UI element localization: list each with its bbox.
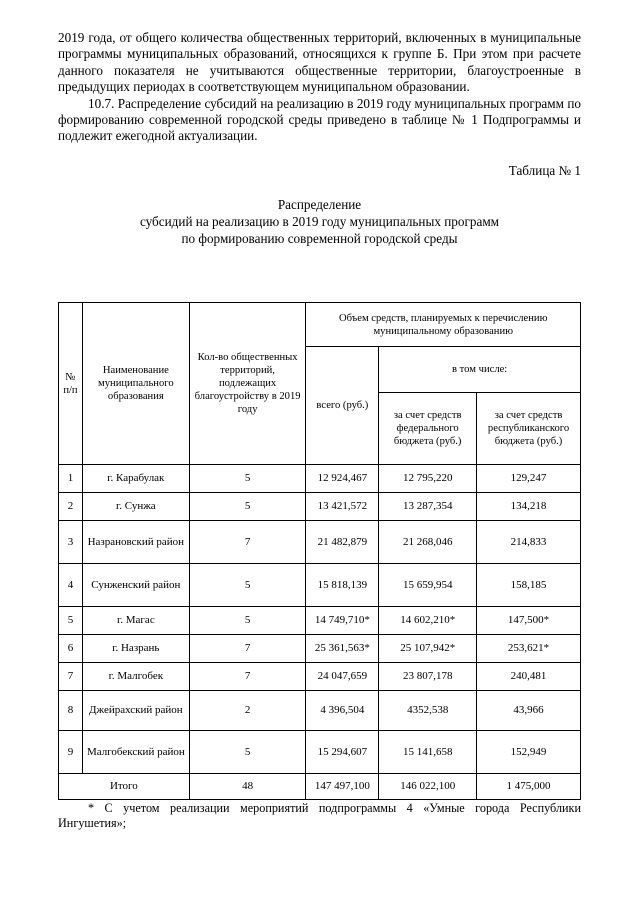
table-row [59,564,581,607]
subsidy-table [58,302,581,800]
table-heading [58,196,581,247]
cell-republic: 240,481 [477,663,581,691]
cell-republic: 129,247 [477,465,581,493]
table-row [59,607,581,635]
paragraph-continuation: 2019 года, от общего количества общественных территорий, включенных в муниципальные программы муниципальных образований, относящихся к группе Б. При этом при расчете данного показателя не учитываются общественные территории, благоустроенные в предыдущих периодах в соответствующем муниципальном образовании. [58,30,581,95]
cell-republic: 134,218 [477,493,581,521]
heading-line-2: субсидий на реализацию в 2019 году муниципальных программ [139,213,500,229]
cell-name: Сунженский район [82,564,189,607]
table-body [59,465,581,800]
cell-count: 5 [189,493,306,521]
cell-name: г. Малгобек [82,663,189,691]
cell-republic: 214,833 [477,521,581,564]
cell-total: 4 396,504 [306,691,379,731]
cell-num: 9 [59,731,83,774]
cell-name: Назрановский район [82,521,189,564]
header-republic: за счет средств республиканского бюджета (руб.) [477,393,581,465]
cell-federal: 15 659,954 [379,564,477,607]
cell-federal: 23 807,178 [379,663,477,691]
header-federal: за счет средств федерального бюджета (руб.) [379,393,477,465]
header-total: всего (руб.) [306,347,379,465]
header-num: № п/п [59,303,83,465]
cell-republic: 147,500* [477,607,581,635]
cell-count: 5 [189,731,306,774]
totals-republic: 1 475,000 [477,774,581,800]
table-row [59,731,581,774]
totals-count: 48 [189,774,306,800]
header-name: Наименование муниципального образования [82,303,189,465]
cell-federal: 13 287,354 [379,493,477,521]
cell-federal: 21 268,046 [379,521,477,564]
cell-count: 7 [189,521,306,564]
cell-federal: 4352,538 [379,691,477,731]
cell-total: 12 924,467 [306,465,379,493]
cell-count: 5 [189,607,306,635]
cell-count: 5 [189,465,306,493]
table-row [59,465,581,493]
cell-federal: 14 602,210* [379,607,477,635]
cell-name: г. Магас [82,607,189,635]
cell-total: 13 421,572 [306,493,379,521]
document-page [58,30,581,830]
cell-total: 24 047,659 [306,663,379,691]
cell-num: 6 [59,635,83,663]
cell-total: 15 818,139 [306,564,379,607]
cell-total: 14 749,710* [306,607,379,635]
cell-num: 1 [59,465,83,493]
totals-federal: 146 022,100 [379,774,477,800]
cell-name: Джейрахский район [82,691,189,731]
cell-name: г. Карабулак [82,465,189,493]
cell-num: 5 [59,607,83,635]
cell-num: 3 [59,521,83,564]
table-row [59,663,581,691]
cell-count: 7 [189,663,306,691]
table-row [59,493,581,521]
cell-republic: 152,949 [477,731,581,774]
cell-name: г. Назрань [82,635,189,663]
header-volume: Объем средств, планируемых к перечислению муниципальному образованию [306,303,581,347]
cell-federal: 12 795,220 [379,465,477,493]
cell-federal: 25 107,942* [379,635,477,663]
heading-line-1: Распределение [277,196,362,212]
cell-total: 15 294,607 [306,731,379,774]
header-including: в том числе: [379,347,581,393]
cell-name: г. Сунжа [82,493,189,521]
cell-num: 7 [59,663,83,691]
cell-num: 4 [59,564,83,607]
cell-name: Малгобекский район [82,731,189,774]
paragraph-10-7: 10.7. Распределение субсидий на реализацию в 2019 году муниципальных программ по формированию современной городской среды приведено в таблице № 1 Подпрограммы и подлежит ежегодной актуализации. [58,95,581,144]
table-row [59,521,581,564]
heading-line-3: по формированию современной городской среды [181,230,458,246]
totals-label: Итого [59,774,190,800]
cell-count: 2 [189,691,306,731]
totals-total: 147 497,100 [306,774,379,800]
cell-total: 25 361,563* [306,635,379,663]
cell-num: 8 [59,691,83,731]
cell-total: 21 482,879 [306,521,379,564]
cell-count: 7 [189,635,306,663]
cell-federal: 15 141,658 [379,731,477,774]
table-label: Таблица № 1 [508,162,581,178]
cell-republic: 43,966 [477,691,581,731]
cell-num: 2 [59,493,83,521]
cell-republic: 158,185 [477,564,581,607]
table-row [59,635,581,663]
table-row [59,691,581,731]
totals-row [59,774,581,800]
cell-count: 5 [189,564,306,607]
cell-republic: 253,621* [477,635,581,663]
footnote: * С учетом реализации мероприятий подпрограммы 4 «Умные города Республики Ингушетия»; [58,801,581,830]
header-count: Кол-во общественных территорий, подлежащих благоустройству в 2019 году [189,303,306,465]
